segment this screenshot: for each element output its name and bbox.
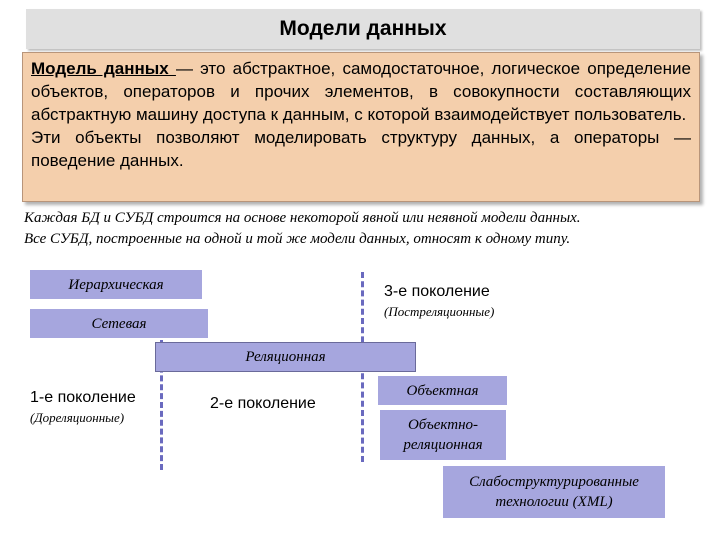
- generation-1-label: 1-е поколение: [30, 389, 136, 406]
- definition-paragraph: [31, 57, 691, 126]
- definition-operators-text: Эти объекты позволяют моделировать структуру данных, а операторы — поведение данных.: [31, 128, 691, 170]
- model-network: [30, 309, 208, 338]
- model-relational: [155, 342, 416, 372]
- definition-box: [22, 52, 700, 202]
- model-object-relational-label-2: реляционная: [403, 437, 483, 453]
- model-object: [378, 376, 507, 405]
- intro-line-2: Все СУБД, построенные на одной и той же модели данных, относят к одному типу.: [24, 231, 571, 247]
- definition-text: — это абстрактное, самодостаточное, логическое определение объектов, операторов и прочих элементов, в совокупности составляющих абстрактную машину доступа к данным, с которой взаимодействует пользователь.: [31, 59, 691, 124]
- model-hierarchical: [30, 270, 202, 299]
- model-network-label: Сетевая: [91, 315, 147, 332]
- generation-3-label: 3-е поколение: [384, 283, 490, 300]
- generation-2-label: 2-е поколение: [210, 395, 316, 412]
- model-object-relational: [380, 410, 506, 460]
- model-semistructured: [443, 466, 665, 518]
- generation-3-sublabel: (Постреляционные): [384, 304, 495, 319]
- generation-1-sublabel: (Дореляционные): [30, 410, 125, 425]
- intro-line-1: Каждая БД и СУБД строится на основе некоторой явной или неявной модели данных.: [24, 210, 581, 226]
- slide-title-text: Модели данных: [279, 17, 447, 40]
- definition-term: Модель данных: [31, 59, 176, 78]
- slide-title: [26, 9, 700, 49]
- intro-text: [24, 208, 704, 250]
- model-hierarchical-label: Иерархическая: [68, 276, 164, 293]
- model-semistructured-label-2: технологии (XML): [495, 494, 613, 510]
- model-object-label: Объектная: [406, 382, 479, 399]
- model-relational-label: Реляционная: [245, 349, 326, 365]
- model-semistructured-label-1: Слабоструктурированные: [469, 474, 639, 490]
- model-object-relational-label-1: Объектно-: [407, 417, 479, 433]
